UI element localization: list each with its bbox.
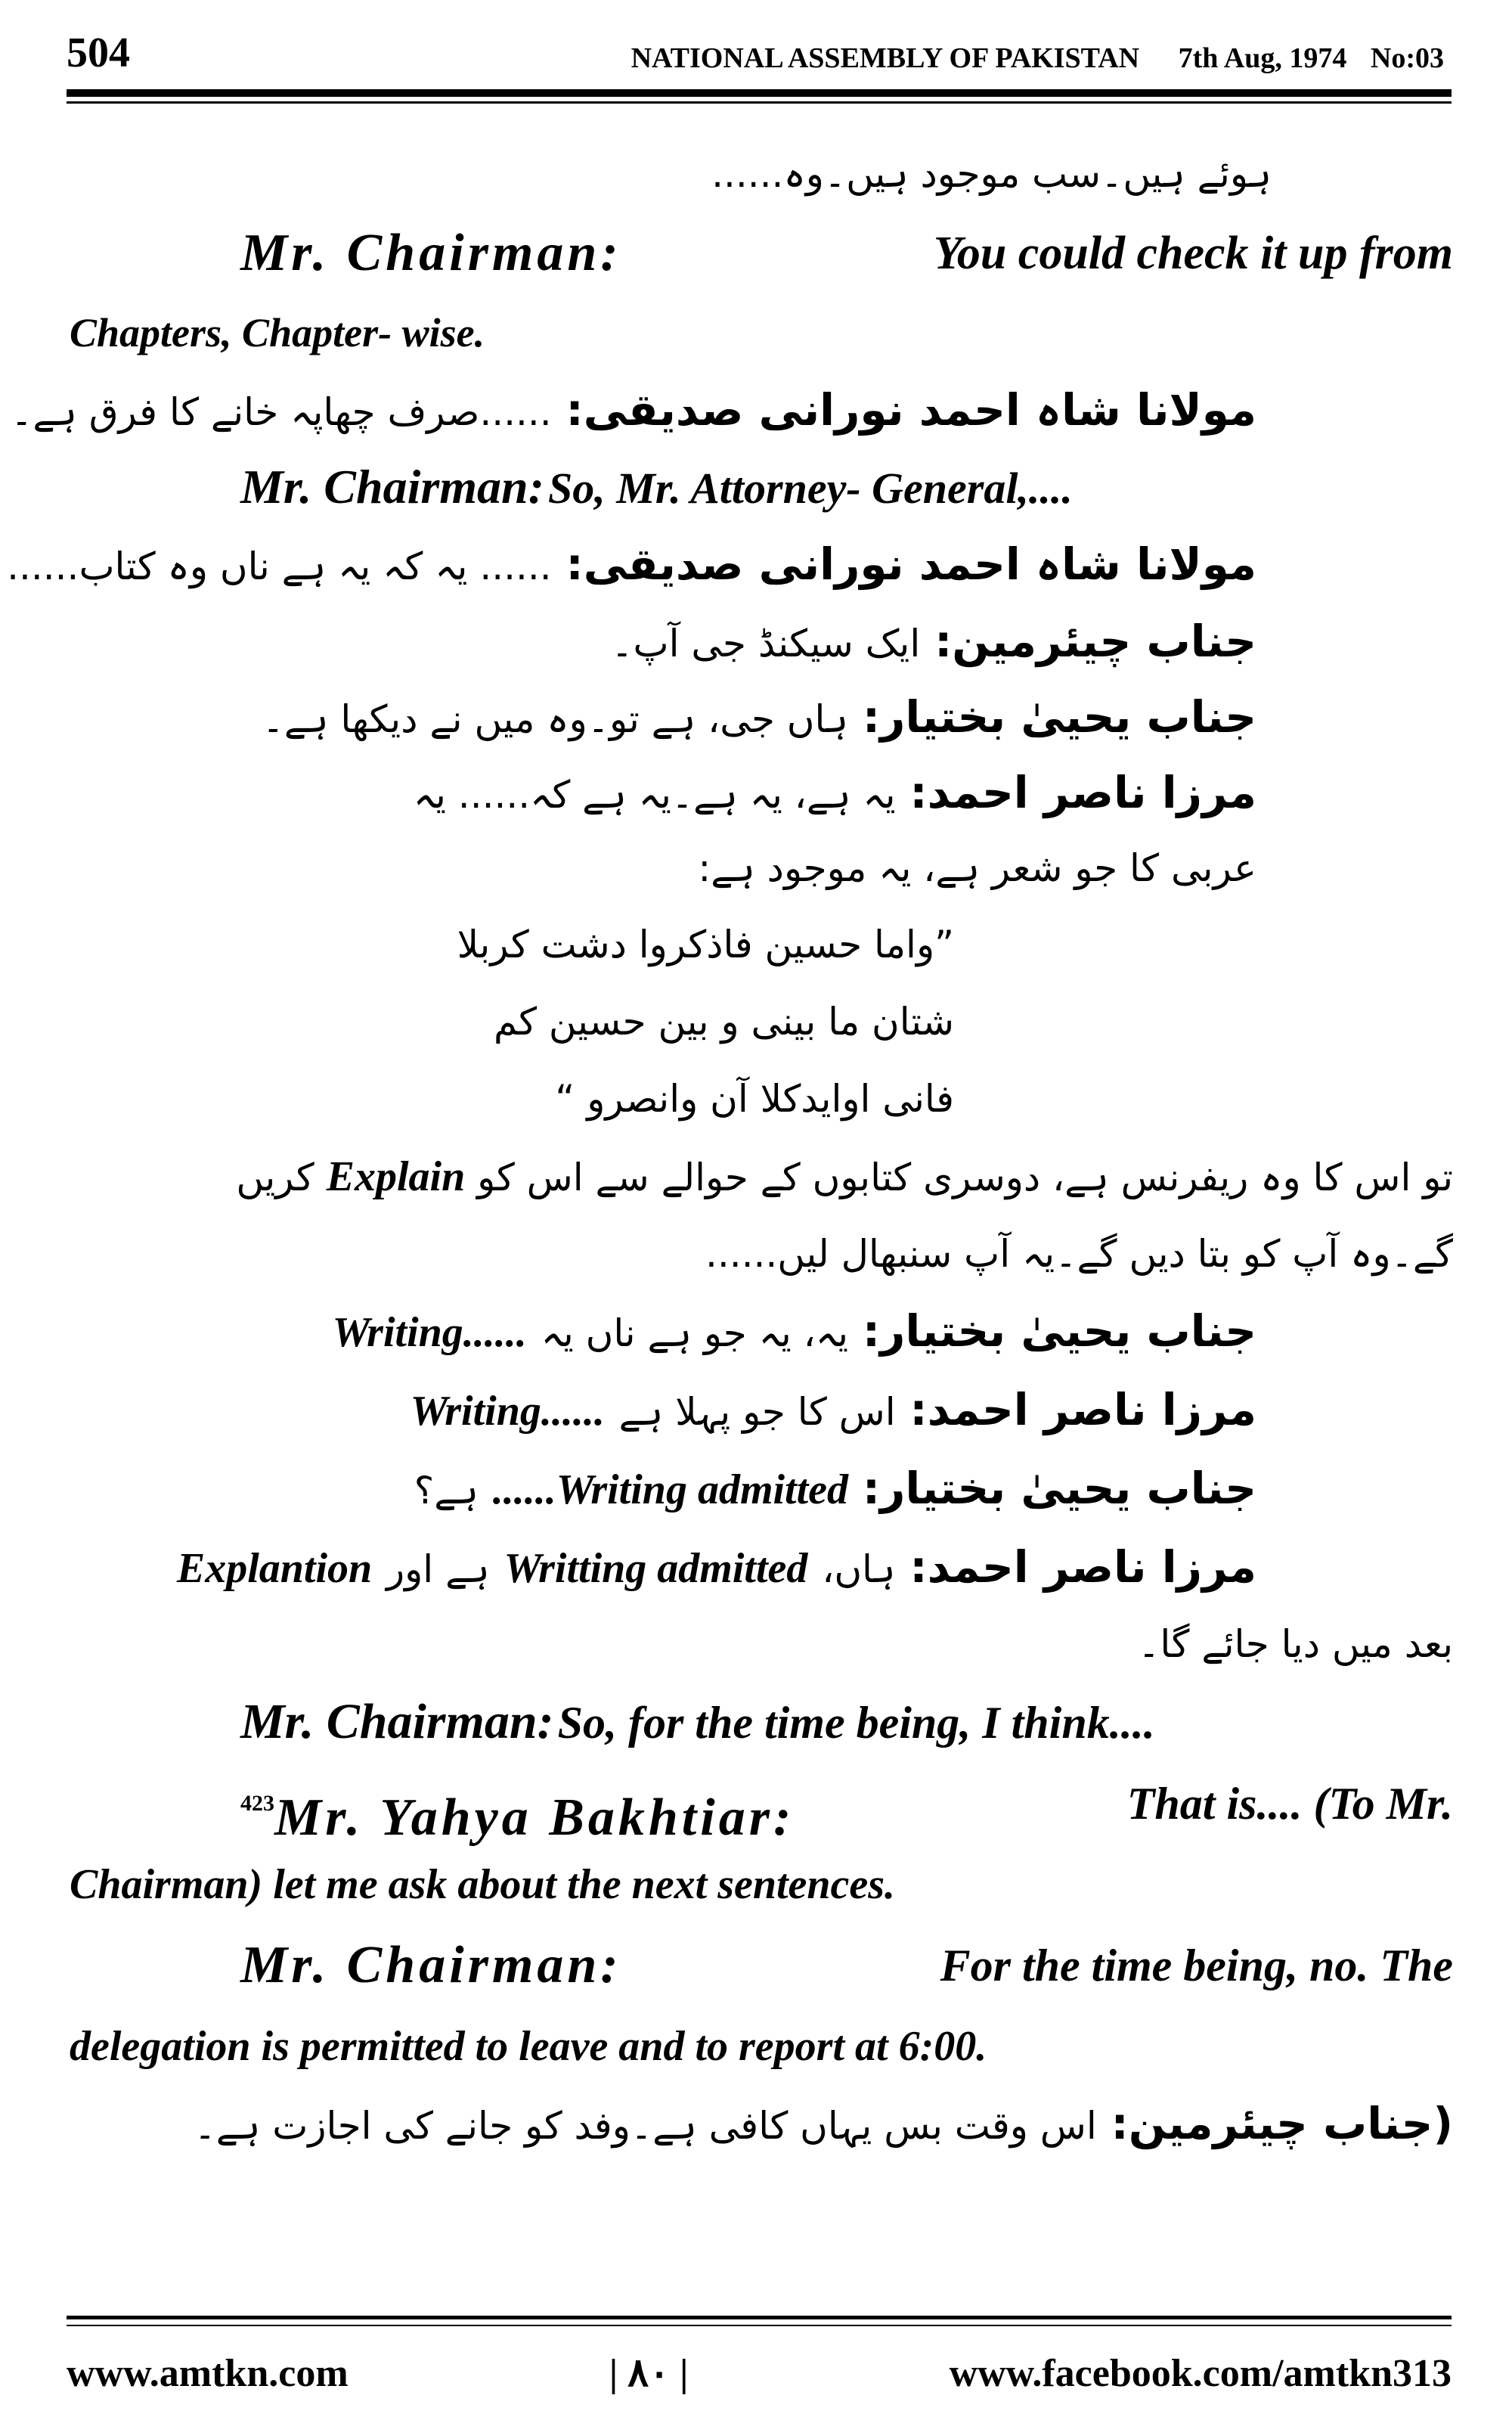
transcript-line: جناب یحییٰ بختیار: ......Writing admitted ہے؟ bbox=[414, 1463, 1256, 1514]
transcript-line bbox=[70, 2086, 1453, 2161]
speech-text: You could check it up from bbox=[933, 228, 1453, 279]
transcript-line bbox=[11, 371, 1453, 449]
page-footer bbox=[67, 2343, 1452, 2403]
transcript-line bbox=[70, 1924, 1453, 2007]
transcript-line bbox=[70, 449, 1453, 525]
issue-number: No:03 bbox=[1370, 42, 1444, 74]
transcript-line: delegation is permitted to leave and to report at 6:00. bbox=[70, 2023, 987, 2070]
poem-verse: ”واما حسین فاذکروا دشت کربلا bbox=[457, 923, 954, 966]
transcript-line: گے۔وہ آپ کو بتا دیں گے۔یہ آپ سنبھال لیں...... bbox=[705, 1232, 1453, 1276]
speaker-name: جناب یحییٰ بختیار: bbox=[862, 1305, 1256, 1357]
transcript-line: تو اس کا وہ ریفرنس ہے، دوسری کتابوں کے حوالے سے اس کو Explain کریں bbox=[236, 1153, 1453, 1200]
transcript-line: جناب یحییٰ بختیار: یہ، یہ جو ہے ناں یہ Writing...... bbox=[332, 1305, 1256, 1357]
transcript-line: عربی کا جو شعر ہے، یہ موجود ہے: bbox=[698, 846, 1256, 890]
speaker-name: مرزا ناصر احمد: bbox=[909, 1541, 1256, 1593]
speech-text: So, for the time being, I think.... bbox=[557, 1698, 1155, 1748]
transcript-line bbox=[7, 525, 1453, 603]
transcript-line bbox=[70, 212, 1453, 295]
transcript-line bbox=[70, 679, 1453, 755]
speaker-name: مرزا ناصر احمد: bbox=[909, 767, 1256, 818]
transcript-line bbox=[70, 1762, 1453, 1845]
speech-text: For the time being, no. The bbox=[940, 1941, 1453, 1990]
speaker-name: جناب یحییٰ بختیار: bbox=[862, 691, 1256, 743]
transcript-line: مرزا ناصر احمد: ہاں، Writting admitted ہے اور Explantion bbox=[176, 1541, 1256, 1593]
transcript-line: ہوئے ہیں۔سب موجود ہیں۔وہ...... bbox=[711, 152, 1272, 196]
speaker-name: جناب یحییٰ بختیار: bbox=[862, 1463, 1256, 1514]
speech-text: ہاں جی، ہے تو۔وہ میں نے دیکھا ہے۔ bbox=[262, 697, 849, 741]
poem-verse: فانی اوایدکلا آن وانصرو “ bbox=[555, 1077, 954, 1121]
website-link[interactable]: www.amtkn.com bbox=[67, 2351, 349, 2395]
speech-text: یہ ہے، یہ ہے۔یہ ہے کہ...... یہ bbox=[413, 773, 896, 817]
speaker-name: Mr. Yahya Bakhtiar: bbox=[274, 1789, 795, 1847]
page-number: 504 bbox=[67, 29, 130, 76]
transcript-line bbox=[70, 603, 1453, 679]
header-rule-thick bbox=[67, 89, 1452, 97]
header-title bbox=[631, 44, 1444, 73]
speaker-name: مولانا شاہ احمد نورانی صدیقی: bbox=[565, 538, 1256, 590]
speaker-name: Mr. Chairman: bbox=[240, 1936, 622, 1994]
speaker-name: جناب چیئرمین: bbox=[934, 616, 1256, 667]
speech-text: ......صرف چھاپہ خانے کا فرق ہے۔ bbox=[11, 390, 552, 434]
poem-verse: شتان ما بینی و بین حسین کم bbox=[493, 1000, 954, 1044]
speaker-name: Mr. Chairman: bbox=[240, 224, 622, 282]
speech-text: So, Mr. Attorney- General,.... bbox=[548, 464, 1073, 513]
facebook-link[interactable]: www.facebook.com/amtkn313 bbox=[949, 2351, 1452, 2395]
transcript-line bbox=[70, 1682, 1453, 1762]
transcript-line: Chairman) let me ask about the next sentences. bbox=[70, 1861, 896, 1908]
speech-text: ...... یہ کہ یہ ہے ناں وہ کتاب...... bbox=[7, 544, 552, 588]
header-rule-thin bbox=[67, 101, 1452, 104]
speech-text: اس وقت بس یہاں کافی ہے۔وفد کو جانے کی اجازت ہے۔ bbox=[194, 2104, 1097, 2148]
session-date: 7th Aug, 1974 bbox=[1178, 42, 1347, 74]
speaker-name: (جناب چیئرمین: bbox=[1111, 2098, 1453, 2149]
speech-text: That is.... (To Mr. bbox=[1126, 1779, 1453, 1829]
footer-rule-top bbox=[67, 2316, 1452, 2319]
footnote-marker: 423 bbox=[240, 1791, 274, 1816]
page-header bbox=[67, 27, 1452, 95]
publication-name: NATIONAL ASSEMBLY OF PAKISTAN bbox=[631, 42, 1140, 74]
transcript-line: مرزا ناصر احمد: اس کا جو پہلا ہے Writing...... bbox=[410, 1384, 1256, 1435]
speaker-name: Mr. Chairman: bbox=[240, 460, 544, 513]
speaker-name: مولانا شاہ احمد نورانی صدیقی: bbox=[565, 384, 1256, 436]
book-page-number: | ۸۰ | bbox=[609, 2352, 689, 2395]
transcript-line: بعد میں دیا جائے گا۔ bbox=[1138, 1622, 1453, 1666]
transcript-line: Chapters, Chapter- wise. bbox=[70, 310, 485, 355]
speech-text: ایک سیکنڈ جی آپ۔ bbox=[611, 622, 921, 666]
speaker-name: مرزا ناصر احمد: bbox=[909, 1384, 1256, 1435]
footer-rule-bottom bbox=[67, 2325, 1452, 2326]
speaker-name: Mr. Chairman: bbox=[240, 1694, 554, 1749]
transcript-body bbox=[7, 136, 1453, 2161]
transcript-line bbox=[70, 755, 1453, 830]
